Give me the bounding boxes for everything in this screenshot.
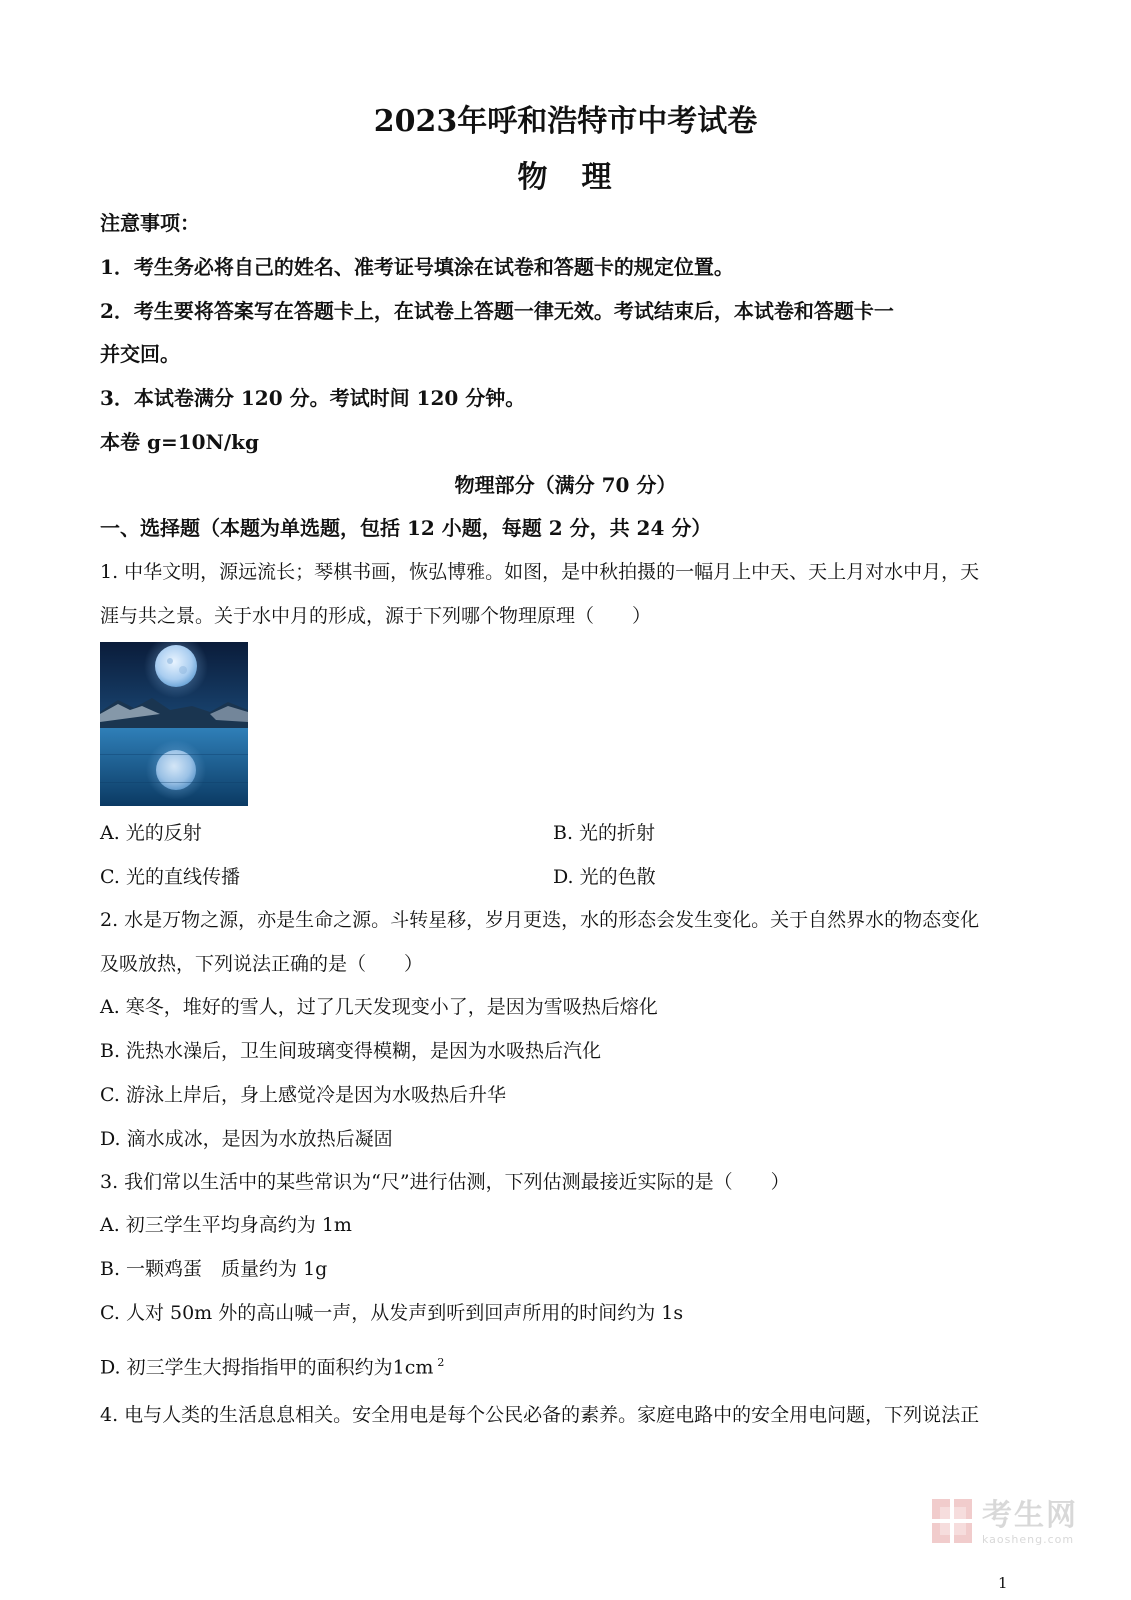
- kaosheng-watermark-logo: [930, 1494, 1090, 1550]
- exam-title: 2023年呼和浩特市中考试卷: [373, 104, 758, 139]
- q1-option-c: C. 光的直线传播: [100, 866, 240, 888]
- q1-option-d: D. 光的色散: [553, 866, 656, 888]
- q3-option-b: B. 一颗鸡蛋 质量约为 1g: [100, 1258, 328, 1280]
- moon-reflection-image: [100, 642, 248, 806]
- q2-option-a: A. 寒冬，堆好的雪人，过了几天发现变小了，是因为雪吸热后熔化: [100, 996, 658, 1018]
- q3-option-d-text: D. 初三学生大拇指指甲的面积约为1cm: [100, 1356, 434, 1379]
- subject-title: 物 理: [517, 160, 614, 195]
- note-item-2-line-1: 2．考生要将答案写在答题卡上，在试卷上答题一律无效。考试结束后，本试卷和答题卡一: [100, 299, 894, 323]
- gravity-note: 本卷 g=10N/kg: [100, 430, 259, 454]
- q3-option-a: A. 初三学生平均身高约为 1m: [100, 1214, 352, 1236]
- kaosheng-logo-icon: [930, 1497, 976, 1547]
- q2-stem-line-2: 及吸放热，下列说法正确的是（ ）: [100, 953, 424, 975]
- q3-option-d: [100, 1350, 1011, 1380]
- watermark-cn: 考生网: [982, 1497, 1078, 1533]
- note-item-1: 1．考生务必将自己的姓名、准考证号填涂在试卷和答题卡的规定位置。: [100, 255, 734, 279]
- q3-stem: 3. 我们常以生活中的某些常识为“尺”进行估测，下列估测最接近实际的是（ ）: [100, 1171, 790, 1193]
- section-heading: 一、选择题（本题为单选题，包括 12 小题，每题 2 分，共 24 分）: [100, 516, 712, 540]
- page-number: 1: [998, 1574, 1008, 1592]
- part-title: 物理部分（满分 70 分）: [454, 473, 677, 497]
- note-item-3: 3．本试卷满分 120 分。考试时间 120 分钟。: [100, 386, 526, 410]
- q4-stem-line-1: 4. 电与人类的生活息息相关。安全用电是每个公民必备的素养。家庭电路中的安全用电问题，下列说法正: [100, 1404, 980, 1426]
- q1-stem-line-2: 涯与共之景。关于水中月的形成，源于下列哪个物理原理（ ）: [100, 605, 652, 627]
- q2-option-d: D. 滴水成冰，是因为水放热后凝固: [100, 1128, 393, 1150]
- note-item-2-line-2: 并交回。: [100, 342, 180, 366]
- notes-heading: 注意事项：: [100, 211, 200, 235]
- watermark-en: kaosheng.com: [982, 1532, 1075, 1546]
- q3-option-d-superscript: 2: [437, 1356, 445, 1369]
- q2-option-c: C. 游泳上岸后，身上感觉冷是因为水吸热后升华: [100, 1084, 506, 1106]
- q1-stem-line-1: 1. 中华文明，源远流长；琴棋书画，恢弘博雅。如图，是中秋拍摄的一幅月上中天、天上月对水中月，天: [100, 561, 980, 583]
- q1-option-b: B. 光的折射: [553, 822, 656, 844]
- q1-option-a: A. 光的反射: [100, 822, 202, 844]
- q3-option-c: C. 人对 50m 外的高山喊一声，从发声到听到回声所用的时间约为 1s: [100, 1302, 684, 1324]
- q2-stem-line-1: 2. 水是万物之源，亦是生命之源。斗转星移，岁月更迭，水的形态会发生变化。关于自然界水的物态变化: [100, 909, 980, 931]
- q2-option-b: B. 洗热水澡后，卫生间玻璃变得模糊，是因为水吸热后汽化: [100, 1040, 602, 1062]
